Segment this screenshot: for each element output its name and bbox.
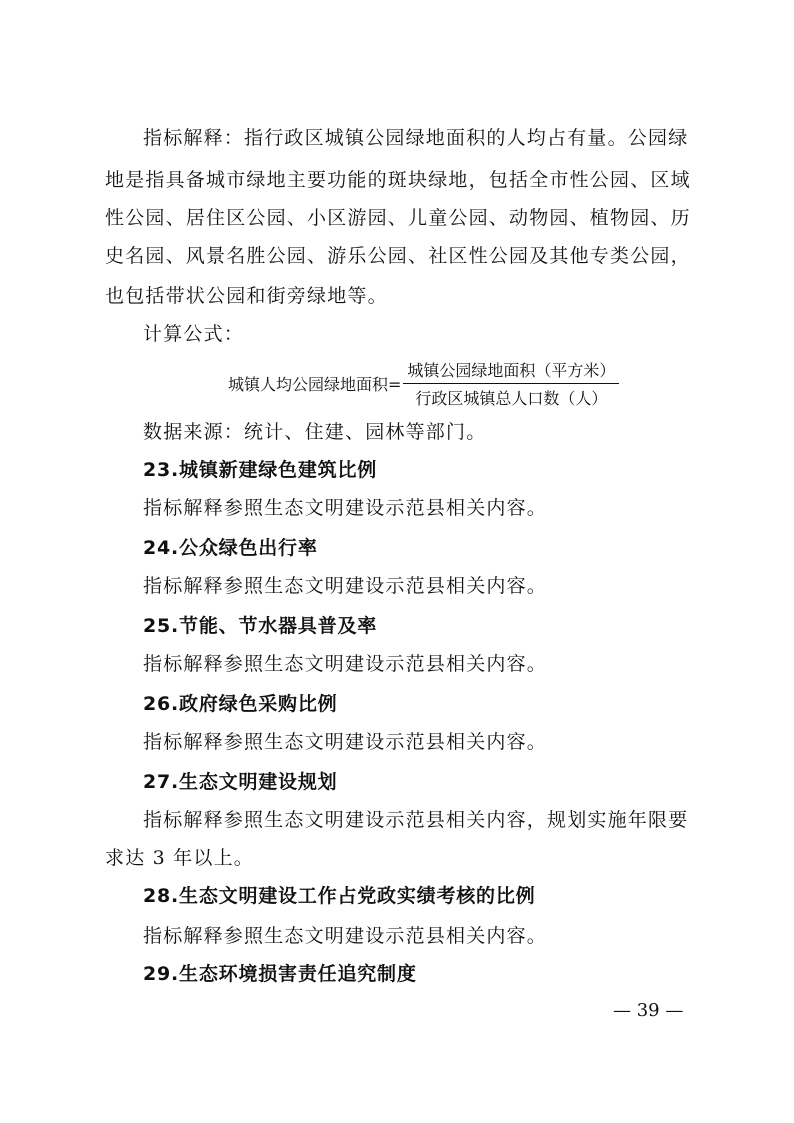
section-text: 求达 3 年以上。 (105, 847, 254, 869)
formula-lhs: 城镇人均公园绿地面积= (228, 375, 402, 394)
paragraph-line: 地是指具备城市绿地主要功能的斑块绿地，包括全市性公园、区域 (105, 169, 691, 191)
section-heading: 23.城镇新建绿色建筑比例 (143, 459, 378, 481)
paragraph-line: 指标解释：指行政区城镇公园绿地面积的人均占有量。公园绿 (143, 127, 689, 149)
formula-fraction (403, 358, 619, 409)
section-text: 指标解释参照生态文明建设示范县相关内容，规划实施年限要 (143, 809, 689, 831)
formula-numerator: 城镇公园绿地面积（平方米） (407, 361, 616, 380)
formula-label: 计算公式： (143, 323, 245, 345)
data-source: 数据来源：统计、住建、园林等部门。 (143, 421, 487, 443)
paragraph-line: 史名园、风景名胜公园、游乐公园、社区性公园及其他专类公园， (105, 245, 691, 267)
formula (228, 358, 619, 409)
section-text: 指标解释参照生态文明建设示范县相关内容。 (143, 925, 548, 947)
section-heading: 27.生态文明建设规划 (143, 771, 338, 793)
section-text: 指标解释参照生态文明建设示范县相关内容。 (143, 575, 548, 597)
section-heading: 25.节能、节水器具普及率 (143, 615, 378, 637)
paragraph-line: 也包括带状公园和街旁绿地等。 (105, 285, 388, 307)
section-text: 指标解释参照生态文明建设示范县相关内容。 (143, 497, 548, 519)
formula-denominator: 行政区城镇总人口数（人） (415, 389, 608, 408)
section-text: 指标解释参照生态文明建设示范县相关内容。 (143, 653, 548, 675)
section-text: 指标解释参照生态文明建设示范县相关内容。 (143, 731, 548, 753)
page-number: — 39 — (613, 1000, 684, 1021)
paragraph-line: 性公园、居住区公园、小区游园、儿童公园、动物园、植物园、历 (105, 207, 691, 229)
section-heading: 26.政府绿色采购比例 (143, 693, 338, 715)
section-heading: 28.生态文明建设工作占党政实绩考核的比例 (143, 885, 536, 907)
section-heading: 29.生态环境损害责任追究制度 (143, 963, 417, 985)
section-heading: 24.公众绿色出行率 (143, 537, 318, 559)
